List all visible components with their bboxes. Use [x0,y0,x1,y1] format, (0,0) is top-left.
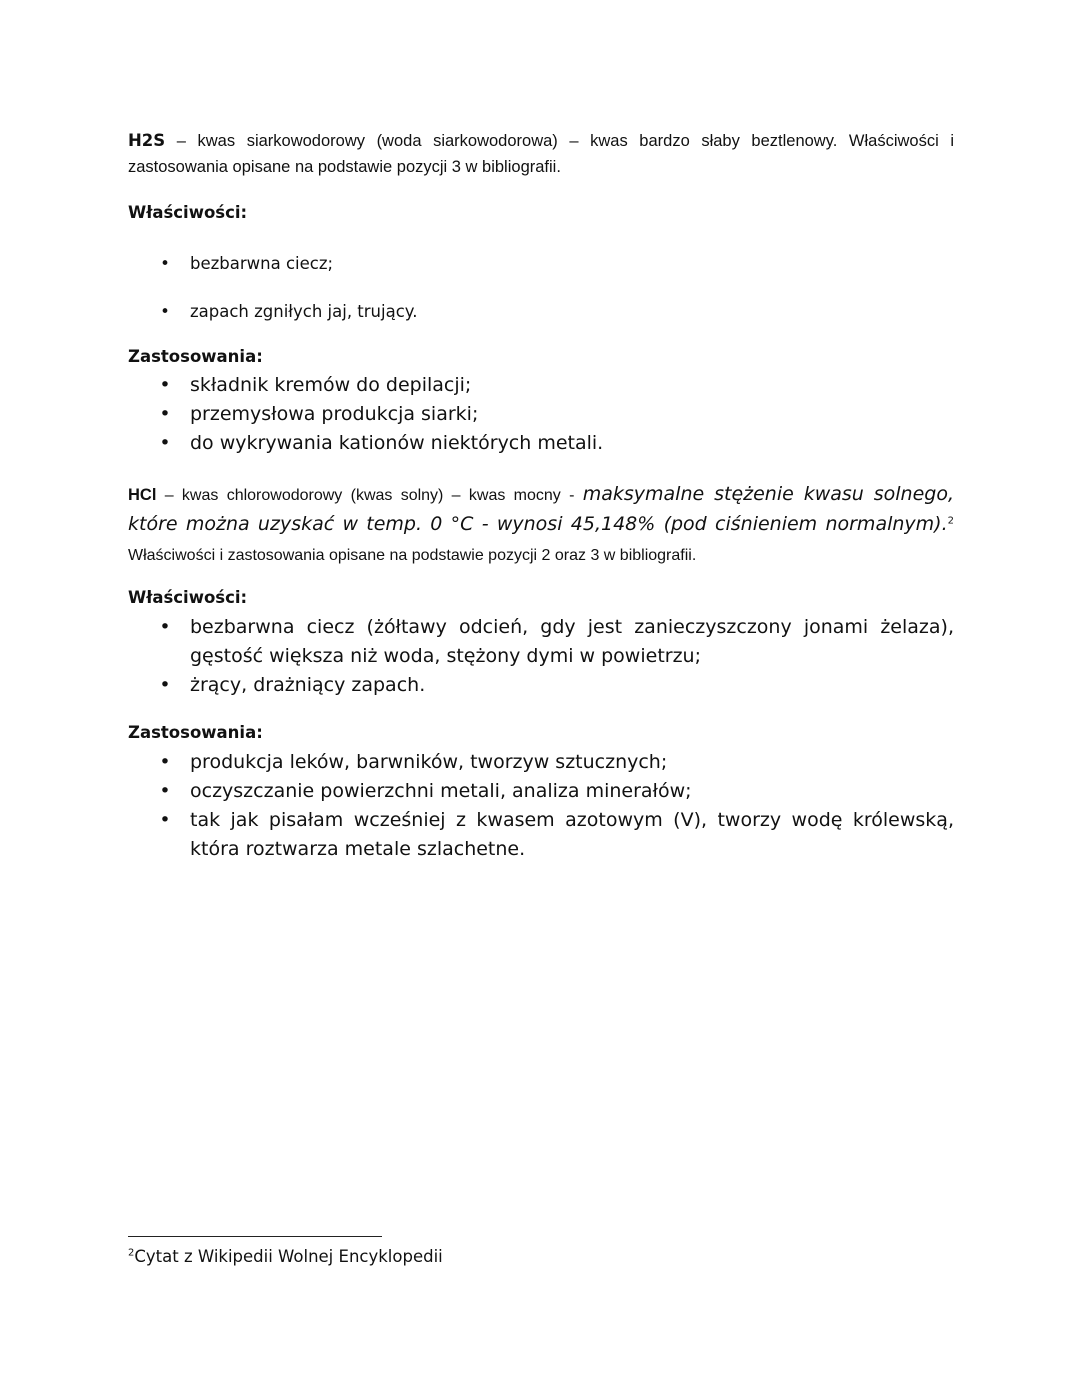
bullet-icon: • [159,751,171,773]
list-item: • do wykrywania kationów niektórych metali. [128,429,954,458]
footnote-separator [128,1236,382,1237]
h2s-properties-list [128,251,954,347]
h2s-term: H2S [128,131,166,150]
list-item: • składnik kremów do depilacji; [128,371,954,400]
bullet-icon: • [159,809,171,831]
list-item: • przemysłowa produkcja siarki; [128,400,954,429]
h2s-uses-heading: Zastosowania: [128,347,263,366]
hcl-uses-list [128,748,954,864]
h2s-intro-paragraph [128,128,954,180]
bullet-icon: • [159,780,171,802]
hcl-properties-list [128,613,954,700]
bullet-icon: • [159,674,171,696]
bullet-icon: • [160,302,170,321]
hcl-intro-paragraph [128,480,954,570]
footnote-number: 2 [128,1247,135,1259]
bullet-icon: • [159,432,171,454]
list-item: • bezbarwna ciecz (żółtawy odcień, gdy jest zanieczyszczony jonami żelaza), gęstość większa niż woda, stężony dymi w powietrzu; [128,613,954,671]
hcl-term: HCl [128,486,157,504]
h2s-uses-list [128,371,954,458]
hcl-wikipedia-quote: maksymalne stężenie kwasu solnego, które można uzyskać w temp. 0 °C - wynosi 45,148% (pod ciśnieniem normalnym). [128,483,954,535]
hcl-properties-heading: Właściwości: [128,588,248,607]
list-item: • oczyszczanie powierzchni metali, analiza minerałów; [128,777,954,806]
list-item: • produkcja leków, barwników, tworzyw sztucznych; [128,748,954,777]
hcl-uses-heading: Zastosowania: [128,723,263,742]
hcl-intro-text: – kwas chlorowodorowy (kwas solny) – kwas mocny - [156,487,583,504]
h2s-intro-text: – kwas siarkowodorowy (woda siarkowodorowa) – kwas bardzo słaby beztlenowy. Właściwości i zastosowania opisane na podstawie pozycji 3 w bibliografii. [128,132,954,176]
list-item: • bezbarwna ciecz; [128,251,954,277]
list-item: • tak jak pisałam wcześniej z kwasem azotowym (V), tworzy wodę królewską, która roztwarza metale szlachetne. [128,806,954,864]
list-item: • zapach zgniłych jaj, trujący. [128,299,954,325]
footnote-reference: 2 [947,515,954,527]
h2s-properties-heading: Właściwości: [128,203,248,222]
bullet-icon: • [159,374,171,396]
bullet-icon: • [160,254,170,273]
footnote [128,1244,443,1270]
bullet-icon: • [159,403,171,425]
bullet-icon: • [159,616,171,638]
hcl-intro-tail: Właściwości i zastosowania opisane na podstawie pozycji 2 oraz 3 w bibliografii. [128,547,697,564]
list-item: • żrący, drażniący zapach. [128,671,954,700]
footnote-text: Cytat z Wikipedii Wolnej Encyklopedii [134,1247,443,1266]
